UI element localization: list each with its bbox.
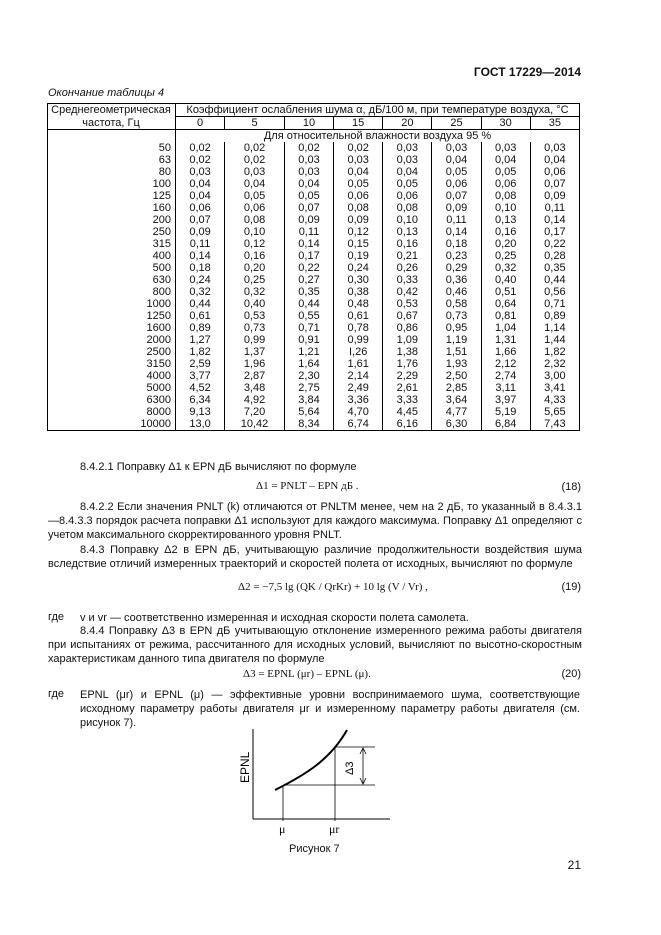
coefficient-cell: 0,05	[481, 166, 530, 178]
coefficient-cell: 1,38	[383, 346, 432, 358]
coefficient-cell: 1,27	[176, 334, 225, 346]
coefficient-cell: 0,04	[176, 190, 225, 202]
table-row	[48, 250, 580, 262]
coefficient-cell: 0,89	[176, 322, 225, 334]
table-row	[48, 406, 580, 418]
coefficient-cell: 3,64	[432, 394, 481, 406]
coefficient-cell: 2,14	[334, 370, 383, 382]
coefficient-cell: 2,87	[225, 370, 285, 382]
formula-20-number: (20)	[561, 668, 581, 680]
coefficient-cell: 0,36	[432, 274, 481, 286]
coefficient-cell: 1,61	[334, 358, 383, 370]
humidity-label: Для относительной влажности воздуха 95 %	[176, 130, 580, 143]
formula-19-number: (19)	[561, 581, 581, 593]
frequency-cell: 5000	[48, 382, 176, 394]
coefficient-cell: 3,48	[225, 382, 285, 394]
coefficient-cell: 1,04	[481, 322, 530, 334]
coefficient-cell: 3,97	[481, 394, 530, 406]
frequency-cell: 50	[48, 142, 176, 154]
coefficient-cell: 2,75	[284, 382, 333, 394]
coefficient-cell: 0,02	[225, 154, 285, 166]
coefficient-cell: 0,08	[481, 190, 530, 202]
mu-label: μ	[279, 822, 286, 836]
coefficient-cell: 0,35	[530, 262, 579, 274]
frequency-cell: 315	[48, 238, 176, 250]
frequency-cell: 2000	[48, 334, 176, 346]
coefficient-cell: 1,31	[481, 334, 530, 346]
coefficient-cell: 0,32	[481, 262, 530, 274]
coefficient-cell: 1,09	[383, 334, 432, 346]
coefficient-cell: 0,22	[530, 238, 579, 250]
coefficient-cell: 1,66	[481, 346, 530, 358]
coefficient-cell: 0,04	[225, 178, 285, 190]
coefficient-cell: 7,20	[225, 406, 285, 418]
coefficient-cell: 0,18	[432, 238, 481, 250]
coefficient-cell: 0,05	[284, 190, 333, 202]
coefficient-cell: 2,74	[481, 370, 530, 382]
coefficient-cell: 0,61	[176, 310, 225, 322]
coefficient-cell: 0,19	[334, 250, 383, 262]
coefficient-cell: 0,58	[432, 298, 481, 310]
coefficient-cell: 0,02	[225, 142, 285, 154]
temp-header-cell: 25	[432, 117, 481, 130]
coefficient-cell: 0,28	[530, 250, 579, 262]
coefficient-cell: 0,91	[284, 334, 333, 346]
table-row	[48, 202, 580, 214]
coefficient-cell: 0,08	[334, 202, 383, 214]
coefficient-cell: 0,24	[334, 262, 383, 274]
humidity-row	[48, 130, 580, 143]
coefficient-cell: 3,33	[383, 394, 432, 406]
formula-20: Δ3 = EPNL (μr) – EPNL (μ).	[243, 668, 371, 680]
para-8-4-3: 8.4.3 Поправку Δ2 в EPN дБ, учитывающую различие продолжительности воздействия шума вследствие отличий измеренных траекторий и скоростей полета от исходных, вычисляют по формуле	[48, 544, 582, 570]
figure-caption: Рисунок 7	[289, 843, 340, 855]
coefficient-cell: 1,19	[432, 334, 481, 346]
frequency-cell: 125	[48, 190, 176, 202]
coefficient-cell: 0,04	[334, 166, 383, 178]
coefficient-cell: 3,00	[530, 370, 579, 382]
delta3-label: Δ3	[344, 761, 356, 775]
coefficient-cell: 2,29	[383, 370, 432, 382]
coefficient-cell: 0,04	[432, 154, 481, 166]
coefficient-cell: 0,04	[176, 178, 225, 190]
coefficient-cell: 4,52	[176, 382, 225, 394]
coefficient-cell: 1,14	[530, 322, 579, 334]
table-row	[48, 346, 580, 358]
coefficient-cell: 0,12	[334, 226, 383, 238]
coefficient-cell: 0,03	[383, 154, 432, 166]
coefficient-cell: 0,08	[225, 214, 285, 226]
coefficient-cell: 6,30	[432, 418, 481, 431]
temp-header-cell: 35	[530, 117, 579, 130]
coefficient-cell: 0,48	[334, 298, 383, 310]
frequency-cell: 250	[48, 226, 176, 238]
coefficient-cell: 0,06	[530, 166, 579, 178]
attenuation-table	[47, 103, 580, 431]
table-row	[48, 382, 580, 394]
coefficient-cell: 0,18	[176, 262, 225, 274]
coefficient-cell: 4,92	[225, 394, 285, 406]
figure-7-diagram	[235, 725, 395, 840]
frequency-cell: 1250	[48, 310, 176, 322]
coefficient-cell: 0,56	[530, 286, 579, 298]
table-row	[48, 238, 580, 250]
table-header-row	[48, 104, 580, 117]
coefficient-cell: 0,07	[284, 202, 333, 214]
coefficient-cell: 0,10	[225, 226, 285, 238]
coefficient-cell: 0,23	[432, 250, 481, 262]
coefficient-cell: 4,70	[334, 406, 383, 418]
coefficient-cell: 5,65	[530, 406, 579, 418]
coefficient-cell: 1,37	[225, 346, 285, 358]
frequency-cell: 200	[48, 214, 176, 226]
table-row	[48, 214, 580, 226]
coefficient-cell: 0,08	[383, 202, 432, 214]
frequency-cell: 2500	[48, 346, 176, 358]
coefficient-cell: 3,36	[334, 394, 383, 406]
coefficient-cell: 1,21	[284, 346, 333, 358]
where-label-1: где	[48, 611, 65, 623]
y-axis-label: EPNL	[238, 751, 252, 783]
coefficient-cell: 0,89	[530, 310, 579, 322]
coefficient-cell: 0,61	[334, 310, 383, 322]
coefficient-cell: 0,81	[481, 310, 530, 322]
coefficient-cell: 0,51	[481, 286, 530, 298]
coefficient-cell: 0,71	[530, 298, 579, 310]
coefficient-cell: 0,46	[432, 286, 481, 298]
coefficient-cell: 0,04	[383, 166, 432, 178]
coefficient-cell: 0,13	[481, 214, 530, 226]
coefficient-cell: I,26	[334, 346, 383, 358]
para-8-4-2-1: 8.4.2.1 Поправку Δ1 к EPN дБ вычисляют по формуле	[80, 461, 357, 473]
formula-18: Δ1 = PNLT – EPN дБ .	[256, 480, 359, 492]
table-caption: Окончание таблицы 4	[48, 87, 165, 99]
coefficient-cell: 2,61	[383, 382, 432, 394]
coefficient-cell: 0,95	[432, 322, 481, 334]
coefficient-cell: 0,35	[284, 286, 333, 298]
table-row	[48, 310, 580, 322]
coefficient-cell: 0,42	[383, 286, 432, 298]
coefficient-cell: 0,03	[481, 142, 530, 154]
table-row	[48, 274, 580, 286]
coefficient-cell: 0,20	[225, 262, 285, 274]
freq-header-line2: частота, Гц	[48, 117, 176, 130]
coefficient-cell: 1,93	[432, 358, 481, 370]
coefficient-cell: 0,17	[284, 250, 333, 262]
coefficient-cell: 0,78	[334, 322, 383, 334]
coefficient-cell: 2,12	[481, 358, 530, 370]
coefficient-cell: 0,29	[432, 262, 481, 274]
coefficient-cell: 0,24	[176, 274, 225, 286]
coefficient-cell: 0,07	[432, 190, 481, 202]
coefficient-cell: 2,85	[432, 382, 481, 394]
coefficient-cell: 0,05	[225, 190, 285, 202]
coefficient-cell: 13,0	[176, 418, 225, 431]
table-row	[48, 154, 580, 166]
coefficient-cell: 0,14	[530, 214, 579, 226]
frequency-cell: 3150	[48, 358, 176, 370]
coefficient-cell: 0,03	[225, 166, 285, 178]
frequency-cell: 630	[48, 274, 176, 286]
where-text-2: EPNL (μr) и EPNL (μ) — эффективные уровни воспринимаемого шума, соответствующие исходному параметру работы двигателя μr и измеренному параметру работы двигателя (см. рисунок 7).	[80, 689, 580, 729]
coefficient-cell: 0,06	[383, 190, 432, 202]
temp-header-cell: 15	[334, 117, 383, 130]
document-code: ГОСТ 17229—2014	[473, 65, 581, 79]
para-8-4-4: 8.4.4 Поправку Δ3 в EPN дБ учитывающую отклонение измеренного режима работы двигателя при испытаниях от режима, рассчитанного для исходных условий, вычисляют по высотно-скоростным характеристикам данного типа двигателя по формуле	[48, 625, 582, 665]
table-row	[48, 142, 580, 154]
frequency-cell: 10000	[48, 418, 176, 431]
coefficient-cell: 0,03	[334, 154, 383, 166]
coefficient-cell: 1,51	[432, 346, 481, 358]
coefficient-cell: 0,55	[284, 310, 333, 322]
table-row	[48, 178, 580, 190]
coefficient-cell: 0,44	[176, 298, 225, 310]
coefficient-cell: 0,27	[284, 274, 333, 286]
coefficient-cell: 0,40	[225, 298, 285, 310]
coefficient-cell: 0,09	[284, 214, 333, 226]
coefficient-cell: 5,64	[284, 406, 333, 418]
coefficient-cell: 0,04	[481, 154, 530, 166]
frequency-cell: 80	[48, 166, 176, 178]
coefficient-cell: 0,44	[284, 298, 333, 310]
coefficient-cell: 3,77	[176, 370, 225, 382]
table-row	[48, 286, 580, 298]
coefficient-cell: 0,33	[383, 274, 432, 286]
coefficient-cell: 2,32	[530, 358, 579, 370]
coefficient-cell: 0,26	[383, 262, 432, 274]
coefficient-cell: 0,04	[284, 178, 333, 190]
coefficient-cell: 0,99	[225, 334, 285, 346]
temp-header-cell: 30	[481, 117, 530, 130]
coefficient-cell: 0,06	[176, 202, 225, 214]
coefficient-cell: 0,06	[334, 190, 383, 202]
coefficient-cell: 0,67	[383, 310, 432, 322]
frequency-cell: 100	[48, 178, 176, 190]
frequency-cell: 8000	[48, 406, 176, 418]
coefficient-cell: 1,76	[383, 358, 432, 370]
temperature-header-row	[48, 117, 580, 130]
coefficient-cell: 0,03	[432, 142, 481, 154]
coefficient-cell: 0,09	[334, 214, 383, 226]
coefficient-cell: 2,50	[432, 370, 481, 382]
coefficient-cell: 1,82	[176, 346, 225, 358]
coefficient-cell: 0,06	[432, 178, 481, 190]
coefficient-cell: 0,16	[383, 238, 432, 250]
coefficient-cell: 0,14	[176, 250, 225, 262]
temp-header-cell: 5	[225, 117, 285, 130]
coefficient-cell: 2,59	[176, 358, 225, 370]
table-row	[48, 322, 580, 334]
coefficient-cell: 0,44	[530, 274, 579, 286]
frequency-cell: 1600	[48, 322, 176, 334]
table-row	[48, 334, 580, 346]
table-row	[48, 166, 580, 178]
coefficient-cell: 0,03	[176, 166, 225, 178]
formula-18-number: (18)	[561, 481, 581, 493]
coefficient-cell: 0,16	[481, 226, 530, 238]
temp-header-cell: 10	[284, 117, 333, 130]
table-row	[48, 418, 580, 431]
coefficient-cell: 3,84	[284, 394, 333, 406]
formula-19: Δ2 = −7,5 lg (QK / QrKr) + 10 lg (V / Vr) ,	[238, 581, 428, 593]
coefficient-cell: 0,06	[225, 202, 285, 214]
epnl-curve	[275, 730, 347, 790]
table-row	[48, 358, 580, 370]
where-label-2: где	[48, 688, 65, 700]
coefficient-cell: 1,82	[530, 346, 579, 358]
coefficient-cell: 6,34	[176, 394, 225, 406]
coefficient-cell: 7,43	[530, 418, 579, 431]
coefficient-cell: 0,03	[284, 154, 333, 166]
coefficient-cell: 0,06	[481, 178, 530, 190]
table-row	[48, 298, 580, 310]
coefficient-cell: 3,41	[530, 382, 579, 394]
coefficient-cell: 0,40	[481, 274, 530, 286]
coefficient-cell: 0,11	[176, 238, 225, 250]
coefficient-cell: 0,09	[530, 190, 579, 202]
coefficient-cell: 0,03	[383, 142, 432, 154]
coefficient-cell: 9,13	[176, 406, 225, 418]
coefficient-cell: 0,53	[225, 310, 285, 322]
coefficient-cell: 0,14	[284, 238, 333, 250]
coefficient-cell: 0,21	[383, 250, 432, 262]
coefficient-cell: 0,07	[176, 214, 225, 226]
coefficient-cell: 0,20	[481, 238, 530, 250]
coefficient-cell: 0,09	[176, 226, 225, 238]
coefficient-header: Коэффициент ослабления шума α, дБ/100 м, при температуре воздуха, °С	[176, 104, 580, 117]
page-number: 21	[567, 858, 581, 872]
table-row	[48, 226, 580, 238]
coefficient-cell: 0,03	[530, 142, 579, 154]
coefficient-cell: 0,07	[530, 178, 579, 190]
coefficient-cell: 0,05	[383, 178, 432, 190]
frequency-cell: 800	[48, 286, 176, 298]
frequency-cell: 4000	[48, 370, 176, 382]
frequency-cell: 1000	[48, 298, 176, 310]
coefficient-cell: 6,74	[334, 418, 383, 431]
coefficient-cell: 0,22	[284, 262, 333, 274]
coefficient-cell: 0,25	[225, 274, 285, 286]
coefficient-cell: 0,12	[225, 238, 285, 250]
mu-r-label: μr	[329, 822, 340, 836]
coefficient-cell: 4,33	[530, 394, 579, 406]
temp-header-cell: 20	[383, 117, 432, 130]
table-row	[48, 370, 580, 382]
frequency-cell: 400	[48, 250, 176, 262]
frequency-cell: 160	[48, 202, 176, 214]
coefficient-cell: 0,17	[530, 226, 579, 238]
para-8-4-2-2: 8.4.2.2 Если значения PNLT (k) отличаются от PNLTM менее, чем на 2 дБ, то указанный в 8.4.3.1—8.4.3.3 порядок расчета поправки Δ1 используют для каждого максимума. Поправку Δ1 определяют с учетом максимального скорректированного уровня PNLT.	[48, 501, 582, 541]
coefficient-cell: 0,11	[530, 202, 579, 214]
coefficient-cell: 0,14	[432, 226, 481, 238]
coefficient-cell: 0,30	[334, 274, 383, 286]
coefficient-cell: 0,02	[284, 142, 333, 154]
coefficient-cell: 0,05	[334, 178, 383, 190]
frequency-cell: 500	[48, 262, 176, 274]
coefficient-cell: 0,02	[176, 142, 225, 154]
coefficient-cell: 0,04	[530, 154, 579, 166]
coefficient-cell: 4,45	[383, 406, 432, 418]
coefficient-cell: 3,11	[481, 382, 530, 394]
coefficient-cell: 6,84	[481, 418, 530, 431]
where-text-1: v и vr — соответственно измеренная и исходная скорости полета самолета.	[80, 612, 469, 624]
coefficient-cell: 1,96	[225, 358, 285, 370]
coefficient-cell: 0,09	[432, 202, 481, 214]
coefficient-cell: 10,42	[225, 418, 285, 431]
coefficient-cell: 0,71	[284, 322, 333, 334]
coefficient-cell: 2,30	[284, 370, 333, 382]
coefficient-cell: 0,11	[432, 214, 481, 226]
coefficient-cell: 0,73	[225, 322, 285, 334]
coefficient-cell: 0,53	[383, 298, 432, 310]
coefficient-cell: 0,03	[284, 166, 333, 178]
coefficient-cell: 0,64	[481, 298, 530, 310]
coefficient-cell: 0,86	[383, 322, 432, 334]
coefficient-cell: 8,34	[284, 418, 333, 431]
coefficient-cell: 0,38	[334, 286, 383, 298]
table-row	[48, 190, 580, 202]
coefficient-cell: 6,16	[383, 418, 432, 431]
coefficient-cell: 0,25	[481, 250, 530, 262]
coefficient-cell: 0,02	[334, 142, 383, 154]
coefficient-cell: 5,19	[481, 406, 530, 418]
frequency-cell: 6300	[48, 394, 176, 406]
freq-header-line1: Среднегеометрическая	[48, 104, 176, 117]
coefficient-cell: 0,10	[481, 202, 530, 214]
coefficient-cell: 0,16	[225, 250, 285, 262]
coefficient-cell: 2,49	[334, 382, 383, 394]
coefficient-cell: 4,77	[432, 406, 481, 418]
coefficient-cell: 0,32	[225, 286, 285, 298]
frequency-cell: 63	[48, 154, 176, 166]
coefficient-cell: 0,05	[432, 166, 481, 178]
coefficient-cell: 0,32	[176, 286, 225, 298]
table-row	[48, 262, 580, 274]
temp-header-cell: 0	[176, 117, 225, 130]
table-row	[48, 394, 580, 406]
coefficient-cell: 1,64	[284, 358, 333, 370]
coefficient-cell: 0,10	[383, 214, 432, 226]
coefficient-cell: 0,11	[284, 226, 333, 238]
coefficient-cell: 0,02	[176, 154, 225, 166]
coefficient-cell: 1,44	[530, 334, 579, 346]
coefficient-cell: 0,99	[334, 334, 383, 346]
coefficient-cell: 0,13	[383, 226, 432, 238]
coefficient-cell: 0,73	[432, 310, 481, 322]
coefficient-cell: 0,15	[334, 238, 383, 250]
